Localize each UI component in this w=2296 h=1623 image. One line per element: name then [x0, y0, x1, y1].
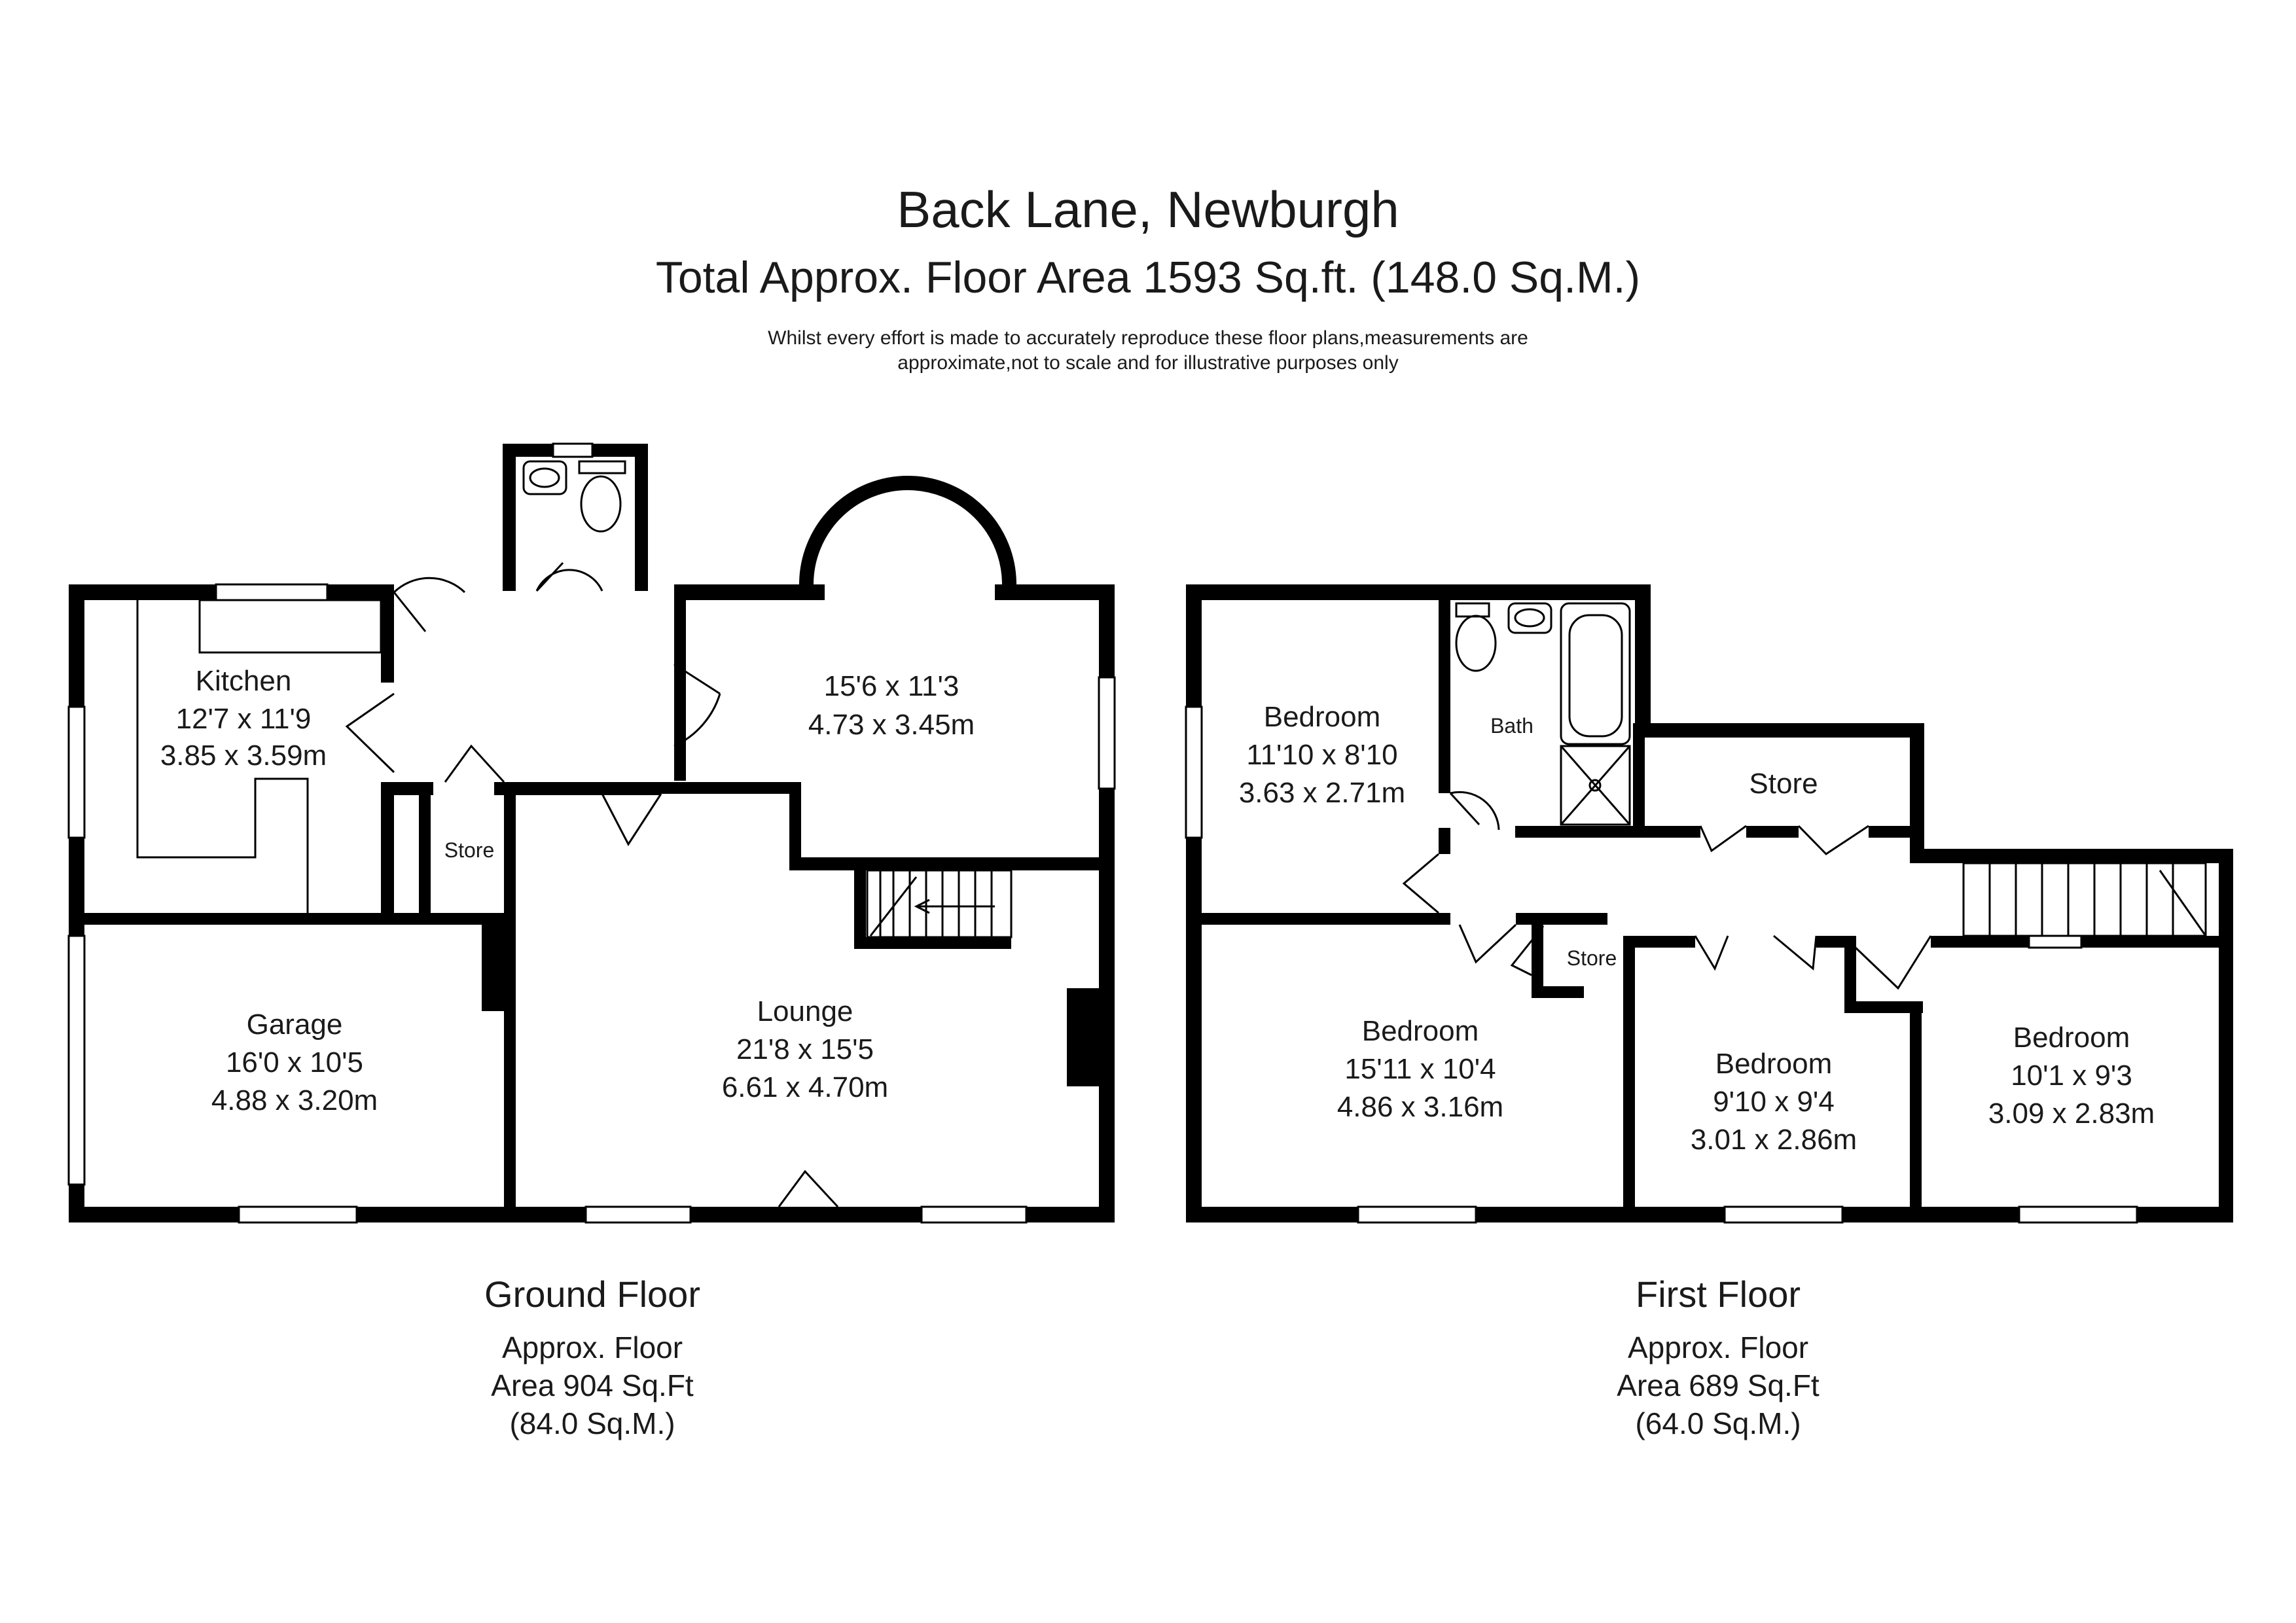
ff-bathtub-inner [1570, 615, 1622, 736]
kitchen-imperial: 12'7 x 11'9 [175, 703, 312, 735]
ff-wc-toilet [1456, 616, 1496, 671]
ff-door-store-1 [1700, 826, 1746, 851]
ff-wc-cistern [1456, 603, 1489, 616]
gf-wall-hall-lounge [661, 782, 801, 794]
bedroom1-metric: 3.63 x 2.71m [1238, 777, 1406, 809]
gf-wc-wall-west [503, 444, 516, 591]
ff-small-store-west [1532, 913, 1543, 998]
ff-small-store-south [1532, 986, 1584, 998]
ground-floor-area-line-1: Approx. Floor [501, 1330, 683, 1364]
ground-floor-area-line-2: Area 904 Sq.Ft [491, 1368, 694, 1402]
gf-door-store [445, 746, 504, 782]
gf-wall-reception-step [789, 782, 801, 870]
first-floor-area-line-1: Approx. Floor [1627, 1330, 1809, 1364]
bedroom4-name: Bedroom [2013, 1022, 2130, 1054]
gf-door-front [779, 1171, 838, 1207]
bedroom4-imperial: 10'1 x 9'3 [2011, 1060, 2132, 1092]
first-floor-name: First Floor [1636, 1274, 1801, 1315]
bedroom2-metric: 4.86 x 3.16m [1336, 1091, 1504, 1123]
ground-floor-area-line-3: (84.0 Sq.M.) [509, 1406, 675, 1440]
ff-wall-east [2219, 849, 2233, 1222]
garage-metric: 4.88 x 3.20m [211, 1084, 378, 1116]
ff-wall-store-south-1 [1661, 826, 1700, 838]
gf-wall-kitchen-garage [84, 913, 510, 925]
ff-door-store-2 [1799, 826, 1869, 854]
ff-window-bedroom1-west [1186, 707, 1202, 838]
ff-wall-bedroom4-north-2 [1964, 936, 2232, 948]
ff-wall-bedroom3-north-1 [1623, 936, 1695, 948]
garage-name: Garage [246, 1008, 343, 1041]
gf-bay-window [806, 483, 1009, 584]
ff-wall-stair-north [1910, 849, 2233, 863]
gf-window-garage-south [239, 1207, 357, 1222]
ff-wall-bath-east [1635, 584, 1651, 732]
gf-stairs [867, 870, 1011, 937]
kitchen-name: Kitchen [195, 665, 292, 697]
disclaimer-line-1: Whilst every effort is made to accurately reproduce these floor plans,measurements are [768, 327, 1528, 349]
ff-wall-bedroom2-bedroom3 [1623, 936, 1635, 1207]
ff-wall-north [1186, 584, 1651, 600]
ff-stair-break [2160, 870, 2206, 936]
total-floor-area: Total Approx. Floor Area 1593 Sq.ft. (148.0 Sq.M.) [655, 253, 1641, 302]
gf-door-wc [537, 563, 602, 591]
store-large-name: Store [1749, 768, 1818, 800]
gf-wall-north-east [995, 584, 1115, 600]
gf-wall-reception-south [789, 857, 1115, 870]
gf-door-hall-north [394, 578, 465, 632]
ff-wall-store-west [1633, 723, 1645, 838]
gf-wall-kitchen-hall-lower [381, 782, 394, 919]
ff-door-bedroom2 [1460, 925, 1516, 962]
gf-store-name: Store [444, 838, 495, 862]
ff-wall-bedroom1-bath [1439, 600, 1450, 793]
gf-stair-wall-south [854, 937, 1011, 949]
first-floor-area-line-2: Area 689 Sq.Ft [1617, 1368, 1820, 1402]
ff-window-landing [2029, 936, 2081, 948]
ff-window-bedroom2 [1358, 1207, 1476, 1222]
ff-door-bedroom1 [1404, 854, 1439, 913]
store-small-name: Store [1566, 946, 1617, 970]
bedroom3-metric: 3.01 x 2.86m [1690, 1124, 1857, 1156]
gf-wall-store-west [419, 782, 431, 923]
gf-stair-arrow [916, 900, 995, 913]
gf-wc-wall-east [635, 444, 648, 591]
bath-name: Bath [1490, 714, 1534, 738]
bedroom2-imperial: 15'11 x 10'4 [1344, 1053, 1496, 1085]
gf-kitchen-worktop [200, 600, 381, 652]
reception-imperial: 15'6 x 11'3 [823, 670, 960, 702]
gf-window-kitchen-west [69, 707, 84, 838]
plan-title: Back Lane, Newburgh [897, 181, 1399, 238]
ground-floor-name: Ground Floor [484, 1274, 700, 1315]
ff-wall-store-south-3 [1869, 826, 1914, 838]
bedroom1-name: Bedroom [1263, 701, 1381, 733]
reception-metric: 4.73 x 3.45m [808, 709, 975, 741]
gf-door-kitchen [347, 694, 394, 772]
first-floor-area [1522, 1329, 1914, 1442]
gf-door-lounge [602, 794, 661, 844]
gf-wc-cistern [579, 461, 625, 473]
ground-floor-area [396, 1329, 789, 1442]
kitchen-metric: 3.85 x 3.59m [160, 740, 327, 772]
ff-wall-store-south-2 [1746, 826, 1799, 838]
ff-wall-bedroom1-bath-lower [1439, 828, 1450, 854]
lounge-imperial: 21'8 x 15'5 [736, 1033, 874, 1065]
ff-shower-cross [1561, 746, 1630, 825]
gf-window-wc [553, 444, 592, 457]
ff-door-bedroom3 [1695, 936, 1728, 969]
lounge-name: Lounge [757, 995, 853, 1027]
ff-door-bedroom3-b [1774, 936, 1816, 969]
bedroom2-name: Bedroom [1361, 1015, 1479, 1047]
gf-wall-reception-west [674, 584, 686, 781]
gf-wc-toilet [581, 476, 620, 531]
gf-chimney-lounge [1067, 988, 1100, 1086]
ff-door-bedroom4 [1856, 936, 1931, 988]
gf-window-lounge-south-1 [586, 1207, 691, 1222]
bedroom3-imperial: 9'10 x 9'4 [1713, 1086, 1835, 1118]
ff-door-bath [1450, 792, 1499, 830]
disclaimer-line-2: approximate,not to scale and for illustrative purposes only [897, 352, 1399, 374]
gf-wall-store-top [494, 782, 661, 795]
ff-wall-bedroom3-bedroom4 [1910, 1001, 1922, 1207]
bedroom1-imperial: 11'10 x 8'10 [1246, 739, 1398, 771]
gf-wall-kitchen-hall [381, 584, 394, 683]
lounge-metric: 6.61 x 4.70m [721, 1071, 889, 1103]
gf-window-kitchen-north [216, 584, 327, 600]
ff-wall-bedroom1-south [1202, 913, 1450, 925]
ff-window-bedroom4 [2019, 1207, 2137, 1222]
gf-garage-door [69, 936, 84, 1185]
ff-wall-landing-south [1516, 913, 1607, 925]
gf-wall-north-mid [674, 584, 825, 600]
gf-stair-treads [880, 870, 992, 937]
ff-wall-store-north [1635, 723, 1923, 738]
gf-chimney-garage [482, 913, 514, 1011]
bedroom3-name: Bedroom [1715, 1048, 1833, 1080]
ff-window-bedroom3 [1725, 1207, 1842, 1222]
gf-wc-basin-bowl [530, 469, 559, 487]
ff-stairs [1964, 863, 2206, 936]
ff-stair-treads [1990, 863, 2173, 936]
bedroom4-metric: 3.09 x 2.83m [1988, 1097, 2155, 1130]
first-floor-area-line-3: (64.0 Sq.M.) [1635, 1406, 1801, 1440]
ground-floor-labels [160, 665, 975, 1116]
ff-wall-west [1186, 584, 1202, 1222]
garage-imperial: 16'0 x 10'5 [225, 1046, 364, 1079]
gf-window-reception-east [1099, 677, 1115, 789]
gf-window-lounge-south-2 [922, 1207, 1026, 1222]
ff-basin-bowl [1515, 609, 1544, 626]
first-floor-labels [1239, 701, 2155, 1156]
